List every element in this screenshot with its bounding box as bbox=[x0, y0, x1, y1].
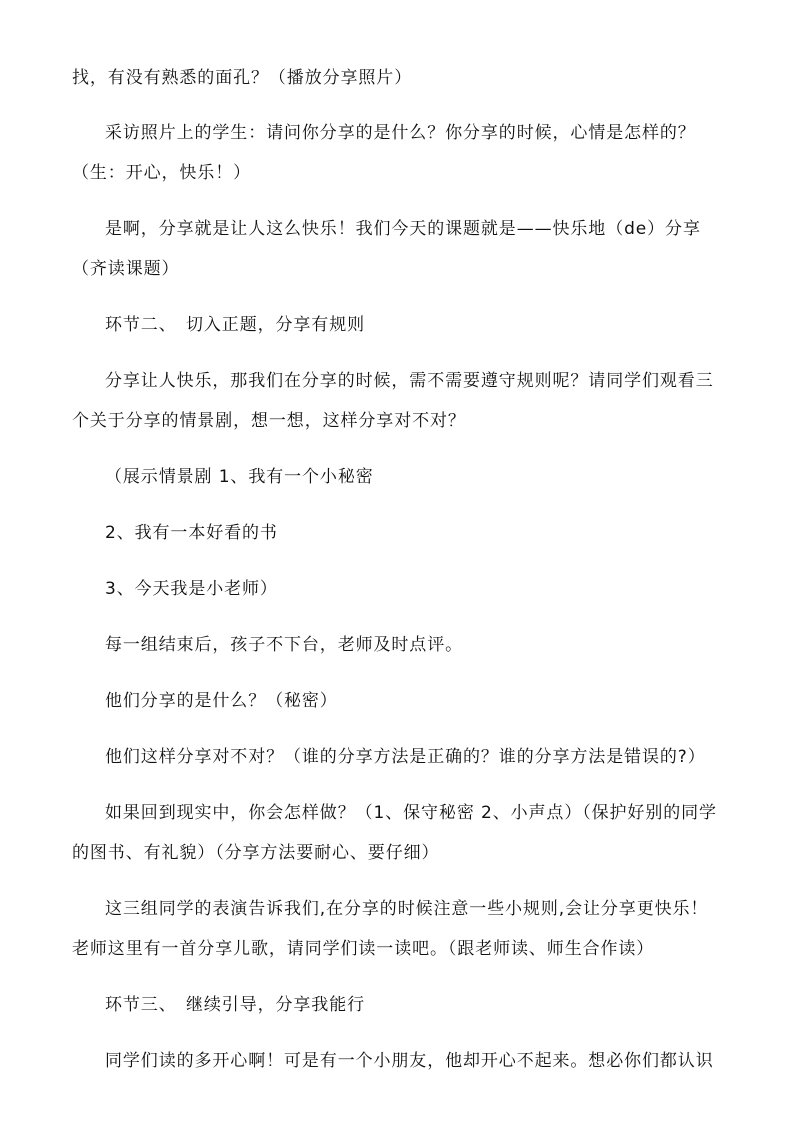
paragraph-rules-line-2: 个关于分享的情景剧，想一想，这样分享对不对？ bbox=[72, 411, 466, 431]
text-line-continuation: 找，有没有熟悉的面孔？（播放分享照片） bbox=[72, 68, 413, 88]
paragraph-reality-line-1: 如果回到现实中，你会怎样做？（1、保守秘密 2、小声点）（保护好别的同学 bbox=[105, 803, 717, 823]
paragraph-topic-line-1: 是啊，分享就是让人这么快乐！我们今天的课题就是——快乐地（de）分享 bbox=[105, 219, 701, 239]
paragraph-rules-line-1: 分享让人快乐，那我们在分享的时候，需不需要遵守规则呢？请同学们观看三 bbox=[105, 371, 714, 391]
paragraph-feedback: 每一组结束后，孩子不下台，老师及时点评。 bbox=[105, 635, 463, 655]
paragraph-story-line-1: 同学们读的多开心啊！可是有一个小朋友，他却开心不起来。想必你们都认识 bbox=[105, 1051, 714, 1071]
list-item-scene-2: 2、我有一本好看的书 bbox=[105, 523, 278, 543]
paragraph-topic-line-2: （齐读课题） bbox=[72, 259, 180, 279]
paragraph-question-2: 他们这样分享对不对？（谁的分享方法是正确的？谁的分享方法是错误的?） bbox=[105, 747, 706, 767]
paragraph-reality-line-2: 的图书、有礼貌）（分享方法要耐心、要仔细） bbox=[72, 843, 440, 863]
paragraph-interview-line-1: 采访照片上的学生：请问你分享的是什么？你分享的时候，心情是怎样的？ bbox=[105, 123, 696, 143]
section-heading-3: 环节三、 继续引导，分享我能行 bbox=[105, 995, 365, 1015]
list-item-scene-1: （展示情景剧 1、我有一个小秘密 bbox=[105, 467, 374, 487]
paragraph-interview-line-2: （生：开心，快乐！） bbox=[72, 163, 251, 183]
list-item-scene-3: 3、今天我是小老师） bbox=[105, 579, 278, 599]
paragraph-summary-line-1: 这三组同学的表演告诉我们,在分享的时候注意一些小规则,会让分享更快乐！ bbox=[105, 899, 709, 919]
paragraph-summary-line-2: 老师这里有一首分享儿歌，请同学们读一读吧。（跟老师读、师生合作读） bbox=[72, 939, 655, 959]
section-heading-2: 环节二、 切入正题，分享有规则 bbox=[105, 315, 365, 335]
paragraph-question-1: 他们分享的是什么？（秘密） bbox=[105, 691, 338, 711]
